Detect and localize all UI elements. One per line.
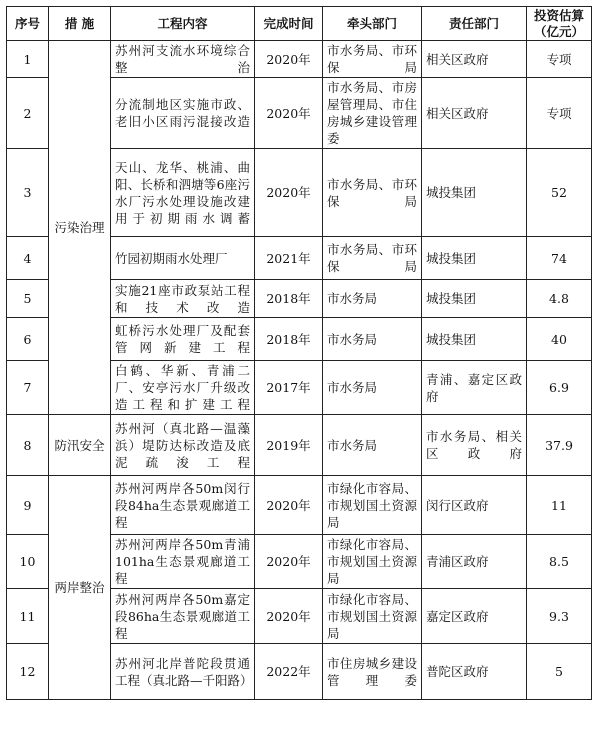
row-no: 1 [7, 41, 49, 78]
table-row [7, 476, 592, 535]
row-no: 12 [7, 644, 49, 700]
row-no: 8 [7, 415, 49, 476]
row-invest: 52 [527, 149, 592, 237]
row-no: 11 [7, 589, 49, 644]
row-resp: 青浦区政府 [422, 535, 527, 589]
row-time: 2018年 [255, 280, 323, 318]
row-time: 2017年 [255, 361, 323, 415]
row-content: 白鹤、华新、青浦二厂、安亭污水厂升级改造工程和扩建工程 [111, 361, 255, 415]
header-resp: 责任部门 [422, 7, 527, 41]
row-time: 2020年 [255, 149, 323, 237]
row-invest: 11 [527, 476, 592, 535]
row-invest: 4.8 [527, 280, 592, 318]
row-resp: 城投集团 [422, 318, 527, 361]
row-invest: 5 [527, 644, 592, 700]
row-lead: 市住房城乡建设管理委 [323, 644, 422, 700]
group-pollution: 污染治理 [49, 41, 111, 415]
row-content: 苏州河北岸普陀段贯通工程（真北路—千阳路） [111, 644, 255, 700]
row-time: 2020年 [255, 476, 323, 535]
row-resp: 市水务局、相关区政府 [422, 415, 527, 476]
row-content: 虹桥污水处理厂及配套管网新建工程 [111, 318, 255, 361]
header-no: 序号 [7, 7, 49, 41]
row-time: 2018年 [255, 318, 323, 361]
row-resp: 嘉定区政府 [422, 589, 527, 644]
row-lead: 市水务局 [323, 415, 422, 476]
row-lead: 市水务局 [323, 361, 422, 415]
row-no: 3 [7, 149, 49, 237]
row-content: 苏州河两岸各50m青浦101ha生态景观廊道工程 [111, 535, 255, 589]
header-row [7, 7, 592, 41]
row-time: 2020年 [255, 535, 323, 589]
group-riverbanks: 两岸整治 [49, 476, 111, 700]
row-no: 10 [7, 535, 49, 589]
row-time: 2020年 [255, 589, 323, 644]
row-no: 6 [7, 318, 49, 361]
row-resp: 闵行区政府 [422, 476, 527, 535]
row-lead: 市水务局、市房屋管理局、市住房城乡建设管理委 [323, 78, 422, 149]
row-lead: 市水务局、市环保局 [323, 237, 422, 280]
table-row [7, 415, 592, 476]
row-invest: 37.9 [527, 415, 592, 476]
header-measure: 措 施 [49, 7, 111, 41]
row-lead: 市绿化市容局、市规划国土资源局 [323, 589, 422, 644]
row-resp: 城投集团 [422, 280, 527, 318]
row-time: 2022年 [255, 644, 323, 700]
row-content: 实施21座市政泵站工程和技术改造 [111, 280, 255, 318]
row-content: 天山、龙华、桃浦、曲阳、长桥和泗塘等6座污水厂污水处理设施改建用于初期雨水调蓄 [111, 149, 255, 237]
row-content: 苏州河两岸各50m嘉定段86ha生态景观廊道工程 [111, 589, 255, 644]
row-invest: 40 [527, 318, 592, 361]
row-lead: 市水务局 [323, 318, 422, 361]
table-row [7, 41, 592, 78]
group-flood: 防汛安全 [49, 415, 111, 476]
row-no: 5 [7, 280, 49, 318]
row-no: 9 [7, 476, 49, 535]
row-resp: 普陀区政府 [422, 644, 527, 700]
row-time: 2020年 [255, 41, 323, 78]
row-lead: 市水务局、市环保局 [323, 41, 422, 78]
header-time: 完成时间 [255, 7, 323, 41]
row-invest: 6.9 [527, 361, 592, 415]
row-invest: 专项 [527, 78, 592, 149]
header-lead: 牵头部门 [323, 7, 422, 41]
row-time: 2020年 [255, 78, 323, 149]
row-lead: 市绿化市容局、市规划国土资源局 [323, 476, 422, 535]
row-resp: 城投集团 [422, 237, 527, 280]
row-time: 2021年 [255, 237, 323, 280]
header-content: 工程内容 [111, 7, 255, 41]
row-content: 苏州河两岸各50m闵行段84ha生态景观廊道工程 [111, 476, 255, 535]
row-invest: 74 [527, 237, 592, 280]
row-content: 苏州河支流水环境综合整治 [111, 41, 255, 78]
row-resp: 城投集团 [422, 149, 527, 237]
row-no: 7 [7, 361, 49, 415]
row-lead: 市绿化市容局、市规划国土资源局 [323, 535, 422, 589]
row-content: 苏州河（真北路—温藻浜）堤防达标改造及底泥疏浚工程 [111, 415, 255, 476]
row-no: 4 [7, 237, 49, 280]
row-lead: 市水务局 [323, 280, 422, 318]
row-invest: 专项 [527, 41, 592, 78]
row-content: 竹园初期雨水处理厂 [111, 237, 255, 280]
project-table [6, 6, 592, 700]
row-no: 2 [7, 78, 49, 149]
row-resp: 相关区政府 [422, 78, 527, 149]
row-content: 分流制地区实施市政、老旧小区雨污混接改造 [111, 78, 255, 149]
row-invest: 8.5 [527, 535, 592, 589]
row-lead: 市水务局、市环保局 [323, 149, 422, 237]
header-invest: 投资估算 （亿元） [527, 7, 592, 41]
row-invest: 9.3 [527, 589, 592, 644]
row-resp: 相关区政府 [422, 41, 527, 78]
row-resp: 青浦、嘉定区政府 [422, 361, 527, 415]
row-time: 2019年 [255, 415, 323, 476]
